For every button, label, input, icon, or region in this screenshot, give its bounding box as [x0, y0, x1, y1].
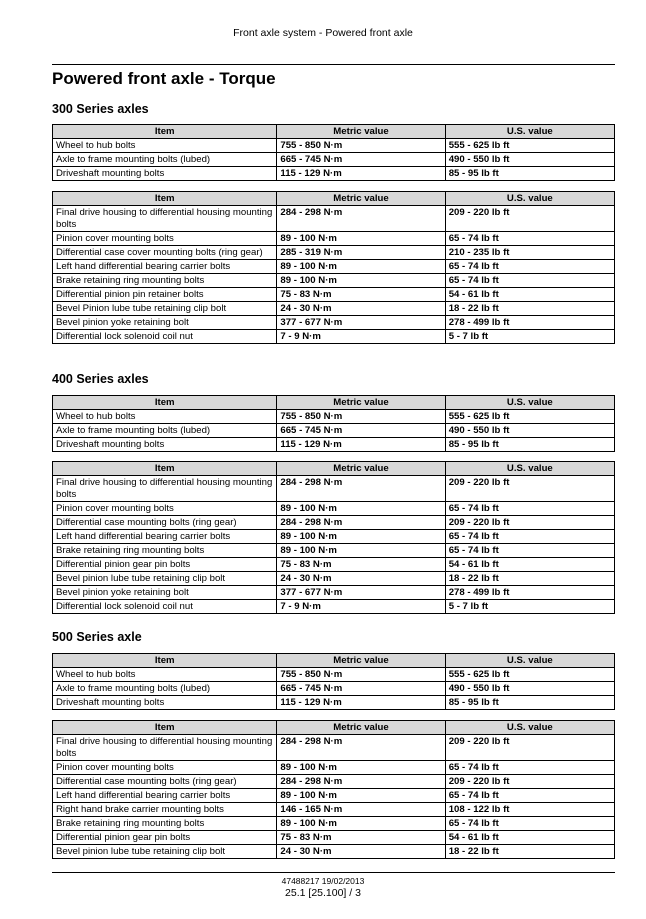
column-header-metric: Metric value [277, 721, 445, 735]
torque-table [52, 653, 615, 710]
us-value-cell: 65 - 74 lb ft [445, 232, 614, 246]
metric-value-cell: 377 - 677 N·m [277, 316, 445, 330]
column-header-us: U.S. value [445, 192, 614, 206]
table-row [53, 682, 615, 696]
table-header-row [53, 125, 615, 139]
item-cell: Wheel to hub bolts [53, 668, 277, 682]
item-cell: Driveshaft mounting bolts [53, 696, 277, 710]
item-cell: Brake retaining ring mounting bolts [53, 544, 277, 558]
item-cell: Pinion cover mounting bolts [53, 761, 277, 775]
us-value-cell: 18 - 22 lb ft [445, 302, 614, 316]
us-value-cell: 65 - 74 lb ft [445, 817, 614, 831]
item-cell: Wheel to hub bolts [53, 410, 277, 424]
metric-value-cell: 89 - 100 N·m [277, 761, 445, 775]
item-cell: Final drive housing to differential housing mounting bolts [53, 476, 277, 502]
section-heading: 400 Series axles [52, 372, 149, 386]
metric-value-cell: 24 - 30 N·m [277, 302, 445, 316]
column-header-item: Item [53, 192, 277, 206]
us-value-cell: 209 - 220 lb ft [445, 516, 614, 530]
item-cell: Axle to frame mounting bolts (lubed) [53, 682, 277, 696]
torque-table [52, 720, 615, 859]
item-cell: Driveshaft mounting bolts [53, 438, 277, 452]
torque-table [52, 124, 615, 181]
metric-value-cell: 755 - 850 N·m [277, 410, 445, 424]
metric-value-cell: 7 - 9 N·m [277, 600, 445, 614]
table-row [53, 572, 615, 586]
column-header-metric: Metric value [277, 654, 445, 668]
metric-value-cell: 89 - 100 N·m [277, 274, 445, 288]
metric-value-cell: 665 - 745 N·m [277, 682, 445, 696]
us-value-cell: 65 - 74 lb ft [445, 530, 614, 544]
column-header-item: Item [53, 396, 277, 410]
metric-value-cell: 89 - 100 N·m [277, 544, 445, 558]
us-value-cell: 490 - 550 lb ft [445, 682, 614, 696]
metric-value-cell: 665 - 745 N·m [277, 424, 445, 438]
metric-value-cell: 89 - 100 N·m [277, 502, 445, 516]
item-cell: Driveshaft mounting bolts [53, 167, 277, 181]
us-value-cell: 65 - 74 lb ft [445, 789, 614, 803]
metric-value-cell: 89 - 100 N·m [277, 232, 445, 246]
us-value-cell: 555 - 625 lb ft [445, 410, 614, 424]
us-value-cell: 490 - 550 lb ft [445, 424, 614, 438]
table-row [53, 502, 615, 516]
table-row [53, 232, 615, 246]
item-cell: Pinion cover mounting bolts [53, 502, 277, 516]
table-row [53, 789, 615, 803]
metric-value-cell: 115 - 129 N·m [277, 167, 445, 181]
item-cell: Wheel to hub bolts [53, 139, 277, 153]
metric-value-cell: 75 - 83 N·m [277, 558, 445, 572]
metric-value-cell: 24 - 30 N·m [277, 845, 445, 859]
us-value-cell: 209 - 220 lb ft [445, 206, 614, 232]
item-cell: Differential case cover mounting bolts (ring gear) [53, 246, 277, 260]
table-row [53, 476, 615, 502]
document-code: 47488217 19/02/2013 [281, 876, 365, 886]
metric-value-cell: 755 - 850 N·m [277, 139, 445, 153]
us-value-cell: 18 - 22 lb ft [445, 572, 614, 586]
column-header-us: U.S. value [445, 125, 614, 139]
table-header-row [53, 721, 615, 735]
us-value-cell: 18 - 22 lb ft [445, 845, 614, 859]
torque-table [52, 395, 615, 452]
us-value-cell: 108 - 122 lb ft [445, 803, 614, 817]
item-cell: Brake retaining ring mounting bolts [53, 274, 277, 288]
table-row [53, 761, 615, 775]
us-value-cell: 555 - 625 lb ft [445, 139, 614, 153]
item-cell: Differential case mounting bolts (ring gear) [53, 775, 277, 789]
us-value-cell: 85 - 95 lb ft [445, 167, 614, 181]
us-value-cell: 278 - 499 lb ft [445, 316, 614, 330]
column-header-item: Item [53, 654, 277, 668]
metric-value-cell: 115 - 129 N·m [277, 438, 445, 452]
table-row [53, 246, 615, 260]
header-rule [52, 64, 615, 65]
item-cell: Differential lock solenoid coil nut [53, 600, 277, 614]
us-value-cell: 5 - 7 lb ft [445, 330, 614, 344]
page-reference: 25.1 [25.100] / 3 [285, 887, 361, 899]
us-value-cell: 65 - 74 lb ft [445, 544, 614, 558]
metric-value-cell: 665 - 745 N·m [277, 153, 445, 167]
metric-value-cell: 115 - 129 N·m [277, 696, 445, 710]
item-cell: Bevel Pinion lube tube retaining clip bolt [53, 302, 277, 316]
running-header: Front axle system - Powered front axle [233, 27, 413, 39]
column-header-us: U.S. value [445, 721, 614, 735]
column-header-item: Item [53, 125, 277, 139]
metric-value-cell: 284 - 298 N·m [277, 735, 445, 761]
us-value-cell: 54 - 61 lb ft [445, 288, 614, 302]
table-row [53, 410, 615, 424]
us-value-cell: 65 - 74 lb ft [445, 274, 614, 288]
column-header-metric: Metric value [277, 462, 445, 476]
us-value-cell: 85 - 95 lb ft [445, 438, 614, 452]
us-value-cell: 555 - 625 lb ft [445, 668, 614, 682]
us-value-cell: 65 - 74 lb ft [445, 502, 614, 516]
item-cell: Differential pinion pin retainer bolts [53, 288, 277, 302]
us-value-cell: 85 - 95 lb ft [445, 696, 614, 710]
metric-value-cell: 7 - 9 N·m [277, 330, 445, 344]
us-value-cell: 278 - 499 lb ft [445, 586, 614, 600]
metric-value-cell: 285 - 319 N·m [277, 246, 445, 260]
table-header-row [53, 654, 615, 668]
item-cell: Bevel pinion lube tube retaining clip bolt [53, 572, 277, 586]
item-cell: Pinion cover mounting bolts [53, 232, 277, 246]
table-row [53, 831, 615, 845]
table-row [53, 139, 615, 153]
item-cell: Bevel pinion yoke retaining bolt [53, 586, 277, 600]
metric-value-cell: 89 - 100 N·m [277, 789, 445, 803]
table-row [53, 803, 615, 817]
metric-value-cell: 377 - 677 N·m [277, 586, 445, 600]
table-row [53, 668, 615, 682]
table-header-row [53, 396, 615, 410]
table-row [53, 288, 615, 302]
metric-value-cell: 75 - 83 N·m [277, 288, 445, 302]
table-row [53, 817, 615, 831]
table-row [53, 302, 615, 316]
table-row [53, 516, 615, 530]
item-cell: Right hand brake carrier mounting bolts [53, 803, 277, 817]
column-header-us: U.S. value [445, 462, 614, 476]
us-value-cell: 209 - 220 lb ft [445, 775, 614, 789]
torque-table [52, 191, 615, 344]
metric-value-cell: 89 - 100 N·m [277, 530, 445, 544]
page-title: Powered front axle - Torque [52, 69, 276, 88]
table-row [53, 735, 615, 761]
column-header-item: Item [53, 462, 277, 476]
us-value-cell: 490 - 550 lb ft [445, 153, 614, 167]
item-cell: Differential lock solenoid coil nut [53, 330, 277, 344]
column-header-metric: Metric value [277, 396, 445, 410]
table-row [53, 530, 615, 544]
us-value-cell: 54 - 61 lb ft [445, 831, 614, 845]
table-row [53, 274, 615, 288]
table-row [53, 438, 615, 452]
column-header-item: Item [53, 721, 277, 735]
column-header-metric: Metric value [277, 192, 445, 206]
item-cell: Differential pinion gear pin bolts [53, 831, 277, 845]
item-cell: Axle to frame mounting bolts (lubed) [53, 153, 277, 167]
table-row [53, 845, 615, 859]
item-cell: Differential case mounting bolts (ring gear) [53, 516, 277, 530]
table-row [53, 544, 615, 558]
us-value-cell: 65 - 74 lb ft [445, 260, 614, 274]
metric-value-cell: 146 - 165 N·m [277, 803, 445, 817]
table-header-row [53, 192, 615, 206]
metric-value-cell: 284 - 298 N·m [277, 206, 445, 232]
table-row [53, 316, 615, 330]
table-row [53, 330, 615, 344]
footer-rule [52, 872, 615, 873]
us-value-cell: 210 - 235 lb ft [445, 246, 614, 260]
metric-value-cell: 24 - 30 N·m [277, 572, 445, 586]
torque-table [52, 461, 615, 614]
metric-value-cell: 75 - 83 N·m [277, 831, 445, 845]
item-cell: Bevel pinion lube tube retaining clip bolt [53, 845, 277, 859]
metric-value-cell: 284 - 298 N·m [277, 516, 445, 530]
column-header-metric: Metric value [277, 125, 445, 139]
metric-value-cell: 284 - 298 N·m [277, 476, 445, 502]
table-row [53, 167, 615, 181]
item-cell: Differential pinion gear pin bolts [53, 558, 277, 572]
table-row [53, 260, 615, 274]
us-value-cell: 65 - 74 lb ft [445, 761, 614, 775]
section-heading: 500 Series axle [52, 630, 142, 644]
item-cell: Left hand differential bearing carrier bolts [53, 789, 277, 803]
us-value-cell: 209 - 220 lb ft [445, 476, 614, 502]
metric-value-cell: 755 - 850 N·m [277, 668, 445, 682]
table-row [53, 424, 615, 438]
section-heading: 300 Series axles [52, 102, 149, 116]
metric-value-cell: 284 - 298 N·m [277, 775, 445, 789]
table-row [53, 206, 615, 232]
metric-value-cell: 89 - 100 N·m [277, 817, 445, 831]
us-value-cell: 209 - 220 lb ft [445, 735, 614, 761]
table-row [53, 153, 615, 167]
table-header-row [53, 462, 615, 476]
item-cell: Brake retaining ring mounting bolts [53, 817, 277, 831]
item-cell: Axle to frame mounting bolts (lubed) [53, 424, 277, 438]
item-cell: Final drive housing to differential housing mounting bolts [53, 735, 277, 761]
item-cell: Left hand differential bearing carrier bolts [53, 530, 277, 544]
item-cell: Final drive housing to differential housing mounting bolts [53, 206, 277, 232]
item-cell: Left hand differential bearing carrier bolts [53, 260, 277, 274]
table-row [53, 586, 615, 600]
table-row [53, 775, 615, 789]
metric-value-cell: 89 - 100 N·m [277, 260, 445, 274]
table-row [53, 600, 615, 614]
table-row [53, 558, 615, 572]
item-cell: Bevel pinion yoke retaining bolt [53, 316, 277, 330]
table-row [53, 696, 615, 710]
us-value-cell: 5 - 7 lb ft [445, 600, 614, 614]
us-value-cell: 54 - 61 lb ft [445, 558, 614, 572]
column-header-us: U.S. value [445, 654, 614, 668]
column-header-us: U.S. value [445, 396, 614, 410]
